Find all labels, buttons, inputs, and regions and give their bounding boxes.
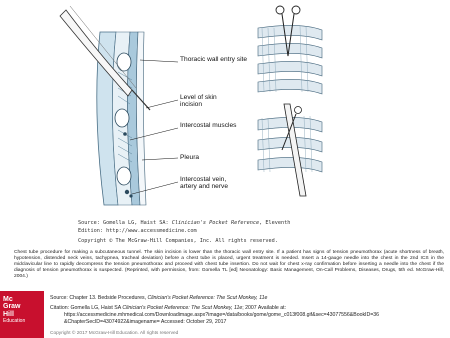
logo-line-1: Mc [3, 296, 13, 303]
label-level-of-skin-incision: Level of skin incision [180, 94, 217, 109]
label-intercostal-vein-artery-nerve: Intercostal vein, artery and nerve [180, 176, 229, 191]
label-intercostal-muscles: Intercostal muscles [180, 122, 237, 129]
mcgraw-hill-logo [0, 293, 44, 338]
citation-url-1[interactable]: https://accessmedicine.mhmedical.com/Downloadimage.aspx?image=/data/books/gome/gome_c013f008.gif&sec=43077556&BookID=36 [64, 312, 380, 318]
label-pleura: Pleura [180, 154, 200, 161]
citation-url-2[interactable]: &ChapterSecID=43074922&imagename= Accessed: October 29, 2017 [64, 319, 227, 325]
figure-source-line: Source: Gomella LG, Haist SA: Clinician's Pocket Reference, Eleventh [78, 220, 291, 226]
figure-source-copyright: Copyright © The McGraw-Hill Companies, Inc. All rights reserved. [78, 238, 278, 244]
logo-line-2: Graw [3, 303, 21, 311]
page-copyright: Copyright © 2017 McGraw-Hill Education. All rights reserved [50, 331, 179, 336]
citation-line: Citation: Gomella LG, Haist SA Clinician's Pocket Reference: The Scut Monkey, 11e; 2007 Available at: [50, 305, 287, 311]
logo-line-3: Hill [3, 310, 14, 318]
figure-caption: Chest tube procedure for making a subcutaneous tunnel. The skin incision is lower than the thoracic wall entry site. If a patient has signs of tension pneumothorax (acute shortness of breath, hypotension, distended neck veins, tachypnea, tracheal deviation) before a chest tube is placed, urgent treatment is needed. Insert a 14-gauge needle into the chest in the 2nd ICS in the midclavicular line to rapidly decompress the tension pneumothorax and proceed with chest tube insertion. Do not wait for chest x-ray confirmation before inserting a needle into the chest if the diagnosis of tension pneumothorax is suspected. (Reprinted, with permission, from: Gomella TL [ed] Neonatology: Basic Management, On-Call Problems, Diseases, Drugs, 5th ed. McGraw-Hill, 2004.) [14, 250, 444, 279]
tube-insertion-illustration [258, 104, 322, 196]
citation-source: Source: Chapter 13. Bedside Procedures, Clinician's Pocket Reference: The Scut Monkey, 11e [50, 295, 268, 301]
logo-line-4: Education [3, 318, 26, 325]
figure-source-url: Edition: http://www.accessmedicine.com [78, 228, 197, 234]
label-thoracic-wall-entry: Thoracic wall entry site [180, 56, 248, 63]
tunnel-illustration [258, 6, 322, 94]
